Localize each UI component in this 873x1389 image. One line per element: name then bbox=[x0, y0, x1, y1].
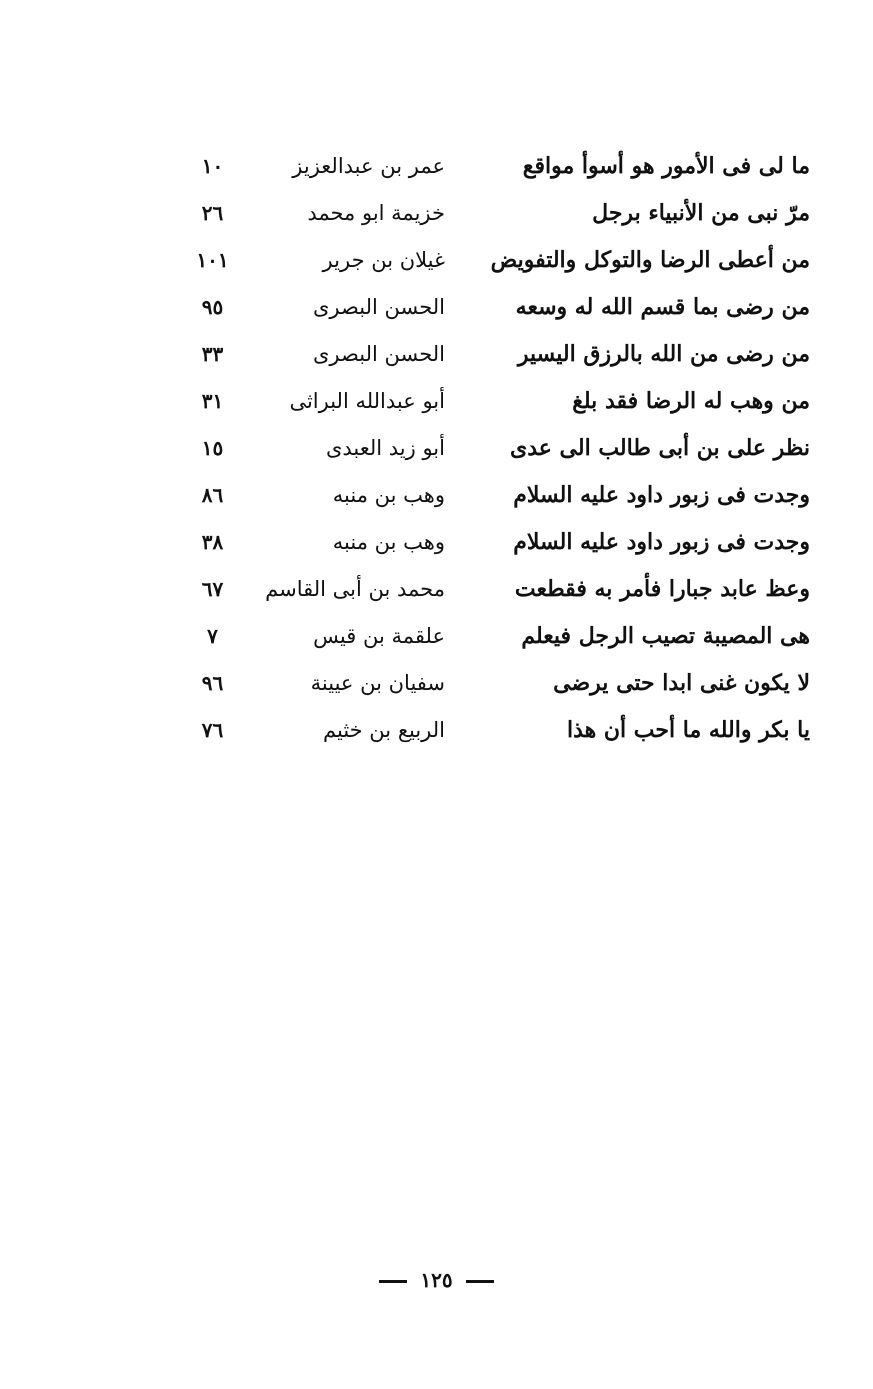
index-row bbox=[160, 142, 810, 189]
index-row-page-number: ١٠ bbox=[201, 153, 224, 178]
page-footer bbox=[0, 1268, 873, 1292]
index-row bbox=[160, 471, 810, 518]
footer-dash-right bbox=[466, 1280, 494, 1283]
index-row bbox=[160, 518, 810, 565]
index-row-page-number: ٧٦ bbox=[201, 717, 224, 742]
footer-dash-left bbox=[379, 1280, 407, 1283]
index-row-narrator: خزيمة ابو محمد bbox=[307, 200, 445, 225]
index-row bbox=[160, 659, 810, 706]
index-row-text: وجدت فى زبور داود عليه السلام bbox=[513, 528, 810, 555]
index-row-page-number: ١٠١ bbox=[196, 247, 229, 272]
index-row-text: يا بكر والله ما أحب أن هذا bbox=[566, 716, 810, 743]
index-row-page-number: ٦٧ bbox=[201, 576, 224, 601]
page-number: ١٢٥ bbox=[420, 1268, 453, 1292]
index-row-text: من رضى بما قسم الله له وسعه bbox=[515, 293, 810, 320]
index-row-page-number: ٣١ bbox=[201, 388, 224, 413]
index-row bbox=[160, 424, 810, 471]
index-row-narrator: محمد بن أبى القاسم bbox=[265, 576, 445, 601]
index-row-narrator: سفيان بن عيينة bbox=[310, 670, 445, 695]
index-row bbox=[160, 706, 810, 753]
index-row-page-number: ٣٣ bbox=[201, 341, 224, 366]
index-row-text: مرّ نبى من الأنبياء برجل bbox=[592, 199, 810, 226]
index-row-narrator: علقمة بن قيس bbox=[313, 623, 445, 648]
index-row-narrator: الربيع بن خثيم bbox=[323, 717, 445, 742]
index-row bbox=[160, 565, 810, 612]
index-row-page-number: ٢٦ bbox=[201, 200, 224, 225]
index-table bbox=[160, 142, 810, 753]
index-row-text: وجدت فى زبور داود عليه السلام bbox=[513, 481, 810, 508]
index-row bbox=[160, 377, 810, 424]
index-row-page-number: ٧ bbox=[207, 623, 218, 648]
index-row-narrator: أبو عبدالله البراثى bbox=[289, 388, 445, 413]
index-row-text: من وهب له الرضا فقد بلغ bbox=[572, 387, 810, 414]
index-row-text: نظر على بن أبى طالب الى عدى bbox=[509, 434, 810, 461]
index-row-narrator: غيلان بن جرير bbox=[322, 247, 445, 272]
index-row-text: هى المصيبة تصيب الرجل فيعلم bbox=[521, 622, 810, 649]
index-row bbox=[160, 330, 810, 377]
index-row-text: لا يكون غنى ابدا حتى يرضى bbox=[553, 669, 810, 696]
index-row bbox=[160, 236, 810, 283]
index-row-text: من رضى من الله بالرزق اليسير bbox=[517, 340, 810, 367]
index-row-page-number: ٣٨ bbox=[201, 529, 224, 554]
index-row-narrator: وهب بن منبه bbox=[332, 529, 445, 554]
index-row bbox=[160, 612, 810, 659]
index-row bbox=[160, 189, 810, 236]
index-row bbox=[160, 283, 810, 330]
index-row-text: ما لى فى الأمور هو أسوأ مواقع bbox=[522, 152, 810, 179]
index-row-page-number: ٩٦ bbox=[201, 670, 224, 695]
index-row-narrator: عمر بن عبدالعزيز bbox=[292, 153, 445, 178]
index-row-text: من أعطى الرضا والتوكل والتفويض bbox=[490, 246, 810, 273]
index-row-page-number: ٨٦ bbox=[201, 482, 224, 507]
index-row-text: وعظ عابد جبارا فأمر به فقطعت bbox=[514, 575, 810, 602]
index-row-narrator: الحسن البصرى bbox=[313, 341, 445, 366]
index-row-page-number: ٩٥ bbox=[201, 294, 224, 319]
index-row-page-number: ١٥ bbox=[201, 435, 224, 460]
index-row-narrator: أبو زيد العبدى bbox=[325, 435, 445, 460]
index-row-narrator: وهب بن منبه bbox=[332, 482, 445, 507]
index-row-narrator: الحسن البصرى bbox=[313, 294, 445, 319]
